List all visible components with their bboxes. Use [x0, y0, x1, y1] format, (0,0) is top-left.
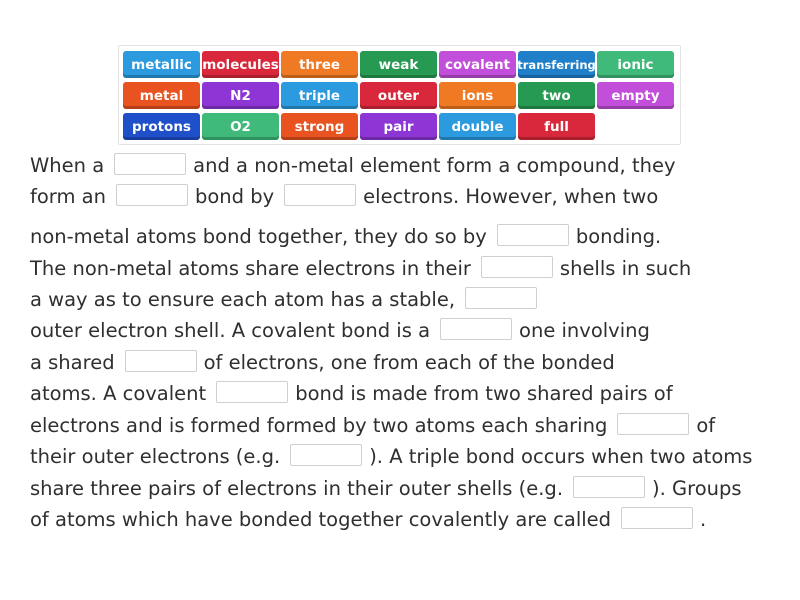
passage-text: . [700, 508, 707, 531]
passage-text: one involving [519, 319, 650, 342]
passage-text: of [696, 414, 716, 437]
passage-line-11 [30, 476, 742, 502]
answer-gap-1[interactable] [114, 153, 186, 175]
word-tile-double[interactable]: double [439, 113, 516, 140]
word-tile-metal[interactable]: metal [123, 82, 200, 109]
passage-text: The non-metal atoms share electrons in their [30, 257, 471, 280]
passage-line-12 [30, 507, 706, 533]
answer-gap-12[interactable] [573, 476, 645, 498]
passage-line-10 [30, 444, 752, 470]
passage-text: of atoms which have bonded together covalently are called [30, 508, 612, 531]
passage-text: a shared [30, 351, 115, 374]
answer-gap-8[interactable] [125, 350, 197, 372]
answer-gap-13[interactable] [621, 507, 693, 529]
passage-text: electrons and is formed formed by two atoms each sharing [30, 414, 608, 437]
passage-text: shells in such [559, 257, 692, 280]
word-tile-covalent[interactable]: covalent [439, 51, 516, 78]
passage-text: ). Groups [652, 477, 742, 500]
passage-text: When a [30, 154, 105, 177]
word-tile-full[interactable]: full [518, 113, 595, 140]
passage-text: ). A triple bond occurs when two atoms [369, 445, 753, 468]
word-tile-outer[interactable]: outer [360, 82, 437, 109]
word-tile-metallic[interactable]: metallic [123, 51, 200, 78]
passage-text: electrons. However, when two [363, 185, 659, 208]
passage-line-8 [30, 381, 673, 407]
passage-text: outer electron shell. A covalent bond is a [30, 319, 431, 342]
word-tile-n2[interactable]: N2 [202, 82, 279, 109]
answer-gap-6[interactable] [465, 287, 537, 309]
word-tile-pair[interactable]: pair [360, 113, 437, 140]
passage-text: non-metal atoms bond together, they do so by [30, 225, 487, 248]
passage-text: share three pairs of electrons in their outer shells (e.g. [30, 477, 564, 500]
word-tile-ionic[interactable]: ionic [597, 51, 674, 78]
passage-text: their outer electrons (e.g. [30, 445, 281, 468]
word-tile-protons[interactable]: protons [123, 113, 200, 140]
passage-line-7 [30, 350, 615, 376]
passage-line-3 [30, 224, 661, 250]
word-tile-triple[interactable]: triple [281, 82, 358, 109]
answer-gap-2[interactable] [116, 184, 188, 206]
answer-gap-10[interactable] [617, 413, 689, 435]
answer-gap-11[interactable] [290, 444, 362, 466]
word-tile-weak[interactable]: weak [360, 51, 437, 78]
word-tile-two[interactable]: two [518, 82, 595, 109]
word-tile-empty[interactable]: empty [597, 82, 674, 109]
word-tile-three[interactable]: three [281, 51, 358, 78]
passage-line-2 [30, 184, 658, 210]
word-tile-o2[interactable]: O2 [202, 113, 279, 140]
word-tile-ions[interactable]: ions [439, 82, 516, 109]
word-tile-strong[interactable]: strong [281, 113, 358, 140]
passage-line-9 [30, 413, 715, 439]
passage-text: atoms. A covalent [30, 382, 207, 405]
passage-text: form an [30, 185, 106, 208]
passage-line-5 [30, 287, 544, 313]
word-tile-transferring[interactable]: transferring [518, 51, 595, 78]
passage-line-1 [30, 153, 676, 179]
passage-text: bond is made from two shared pairs of [295, 382, 673, 405]
answer-gap-5[interactable] [481, 256, 553, 278]
passage-line-6 [30, 318, 650, 344]
word-tile-molecules[interactable]: molecules [202, 51, 279, 78]
passage-text: bonding. [575, 225, 662, 248]
passage-text: of electrons, one from each of the bonded [203, 351, 615, 374]
answer-gap-4[interactable] [497, 224, 569, 246]
answer-gap-7[interactable] [440, 318, 512, 340]
passage-text: a way as to ensure each atom has a stable, [30, 288, 456, 311]
answer-gap-9[interactable] [216, 381, 288, 403]
passage-line-4 [30, 256, 691, 282]
answer-gap-3[interactable] [284, 184, 356, 206]
passage-text: bond by [194, 185, 275, 208]
passage-text: and a non-metal element form a compound, they [193, 154, 676, 177]
